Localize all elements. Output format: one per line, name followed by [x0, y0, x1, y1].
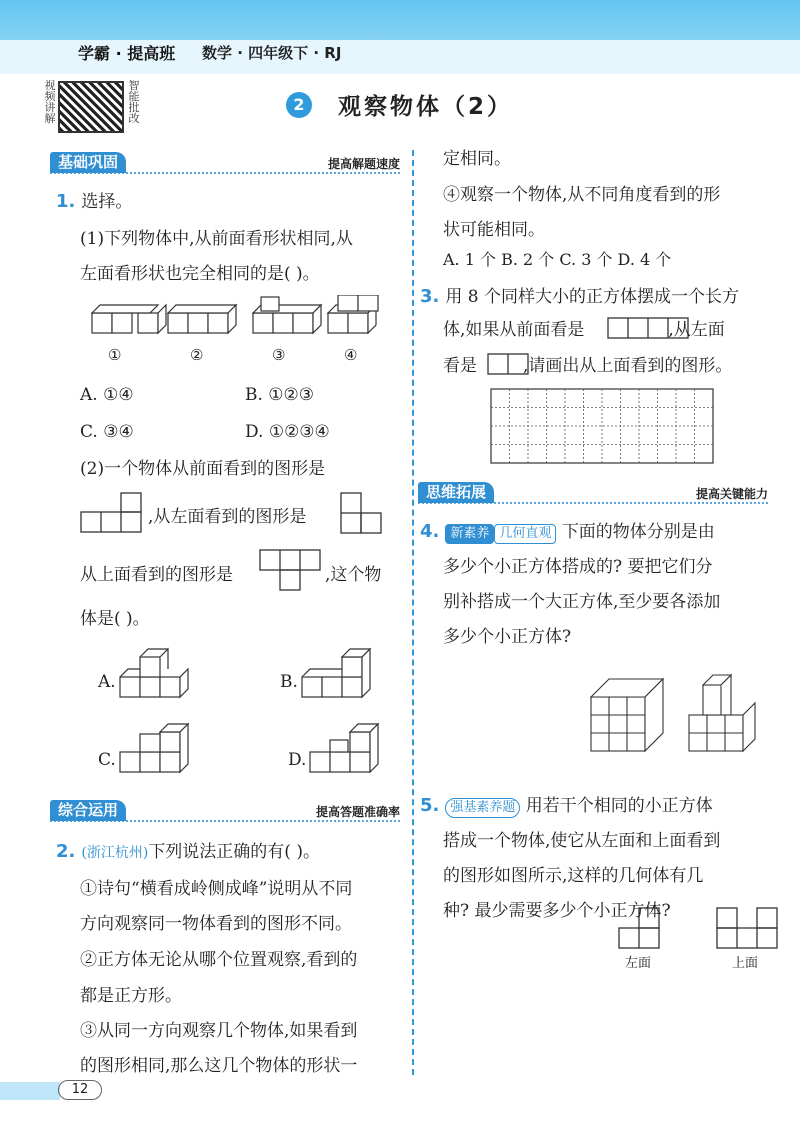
series-brand: 学霸 · 提高班	[78, 44, 176, 63]
q4-text2: 多少个小正方体搭成的? 要把它们分	[443, 557, 713, 577]
q3-text2a: 体,如果从前面看是	[443, 320, 585, 340]
section-note: 提高解题速度	[327, 157, 400, 171]
top-view-icon	[259, 549, 321, 591]
q1-option-a[interactable]: A. ①④	[80, 385, 134, 405]
q1-part2-line4: ,这个物	[325, 565, 382, 585]
q4-number: 4.	[420, 521, 440, 542]
section-name: 综合运用	[50, 800, 126, 821]
section-header-applied	[50, 800, 400, 822]
section-header-basic	[50, 152, 400, 174]
qr-code-icon[interactable]	[58, 81, 124, 133]
q3-front-view-icon	[607, 316, 691, 340]
fig-label-3: ③	[272, 346, 286, 364]
q5-number: 5.	[420, 795, 440, 816]
lesson-title: 观察物体（2）	[338, 94, 514, 120]
q2-statement1b: 方向观察同一物体看到的图形不同。	[80, 914, 352, 934]
q1-part2-line5: 体是( )。	[80, 609, 150, 629]
q1-option-c[interactable]: C. ③④	[80, 422, 134, 442]
fig1-cubes	[92, 305, 166, 333]
left-view-icon	[340, 492, 382, 534]
q5-text2: 搭成一个物体,使它从左面和上面看到	[443, 831, 721, 851]
q5-text3: 的图形如图所示,这样的几何体有几	[443, 866, 704, 886]
q5-top-view-figure	[716, 906, 780, 950]
q1-part2-line1: (2)一个物体从前面看到的图形是	[80, 459, 326, 479]
q3-number: 3.	[420, 286, 440, 307]
solid-b-figure	[300, 645, 390, 705]
q2-statement2b: 都是正方形。	[80, 986, 182, 1006]
q1-number: 1.	[56, 191, 76, 212]
q2-statement1a: ①诗句“横看成岭侧成峰”说明从不同	[80, 879, 353, 899]
q5-line1	[420, 794, 713, 818]
q1-answer-label-a: A.	[98, 672, 116, 692]
dot-grid-answer-area[interactable]	[490, 388, 716, 466]
fig2-cubes	[168, 305, 236, 333]
fig-label-2: ②	[190, 346, 204, 364]
section-note: 提高答题准确率	[315, 805, 400, 819]
q1-answer-label-d: D.	[288, 750, 307, 770]
q1-answer-label-b: B.	[280, 672, 298, 692]
fig4-cubes	[328, 295, 378, 333]
section-header-extension	[418, 482, 768, 504]
solid-c-figure	[118, 720, 208, 780]
q2-statement4b: 状可能相同。	[443, 220, 545, 240]
q2-line1	[56, 840, 320, 865]
q2-options[interactable]: A. 1 个 B. 2 个 C. 3 个 D. 4 个	[443, 250, 672, 269]
q5-text4: 种? 最少需要多少个小正方体?	[443, 901, 671, 921]
solid-d-figure	[308, 720, 398, 780]
q1-part2-line3: 从上面看到的图形是	[80, 565, 233, 585]
q1-option-b[interactable]: B. ①②③	[245, 385, 315, 405]
q4-tag-geometry: 几何直观	[494, 524, 556, 544]
q1-heading	[56, 190, 132, 214]
qr-label-video: 视频讲解	[44, 79, 56, 125]
q4-text4: 多少个小正方体?	[443, 627, 572, 647]
q5-left-view-figure	[618, 906, 662, 950]
q3-text1: 用 8 个同样大小的正方体摆成一个长方	[445, 287, 739, 307]
fig3-cubes	[253, 297, 321, 333]
q2-statement3b: 的图形相同,那么这几个物体的形状一	[80, 1056, 358, 1076]
section-name: 思维拓展	[418, 482, 494, 503]
q1-answer-label-c: C.	[98, 750, 116, 770]
q3-text3a: 看是	[443, 356, 477, 376]
q1-title: 选择。	[81, 192, 133, 212]
q4-cube-solids	[585, 655, 765, 760]
column-divider	[412, 150, 414, 1075]
q2-region: (浙江杭州)	[81, 845, 149, 861]
q4-solid-left	[591, 679, 663, 751]
q1-cube-figures	[88, 295, 388, 345]
q5-text1: 用若干个相同的小正方体	[525, 796, 713, 816]
q1-part2-line2: ,从左面看到的图形是	[148, 507, 307, 527]
q2-stem: 下列说法正确的有( )。	[148, 842, 320, 862]
page-number: 12	[58, 1080, 102, 1100]
section-note: 提高关键能力	[695, 487, 768, 501]
lesson-number-badge: 2	[286, 92, 312, 118]
q1-option-d[interactable]: D. ①②③④	[245, 422, 330, 442]
q3-text3b: ,请画出从上面看到的图形。	[523, 356, 733, 376]
q4-tag-new: 新素养	[445, 524, 494, 544]
q2-statement3a: ③从同一方向观察几个物体,如果看到	[80, 1021, 358, 1041]
q4-solid-right	[689, 675, 755, 751]
fig-label-4: ④	[344, 346, 358, 364]
q4-text1: 下面的物体分别是由	[561, 522, 715, 542]
front-view-icon	[80, 492, 142, 534]
q2-statement3c: 定相同。	[443, 149, 511, 169]
q3-text2b: ,从左面	[668, 320, 725, 340]
q3-left-view-icon	[487, 352, 531, 376]
footer-bar	[0, 1082, 60, 1100]
q5-caption-left: 左面	[625, 956, 652, 971]
q2-number: 2.	[56, 841, 76, 862]
solid-a-figure	[118, 645, 208, 705]
qr-label-grading: 智能批改	[128, 79, 140, 125]
q3-line1	[420, 285, 739, 309]
section-name: 基础巩固	[50, 152, 126, 173]
q5-caption-top: 上面	[732, 956, 759, 971]
q4-text3: 别补搭成一个大正方体,至少要各添加	[443, 592, 721, 612]
q4-line1	[420, 520, 715, 544]
q2-statement4a: ④观察一个物体,从不同角度看到的形	[443, 185, 721, 205]
q1-part1-line2: 左面看形状也完全相同的是( )。	[80, 264, 320, 284]
book-subject: 数学 · 四年级下 · RJ	[202, 44, 342, 62]
q1-part1-line1: (1)下列物体中,从前面看形状相同,从	[80, 229, 353, 249]
q2-statement2a: ②正方体无论从哪个位置观察,看到的	[80, 950, 358, 970]
fig-label-1: ①	[108, 346, 122, 364]
q5-tag: 强基素养题	[445, 798, 520, 818]
